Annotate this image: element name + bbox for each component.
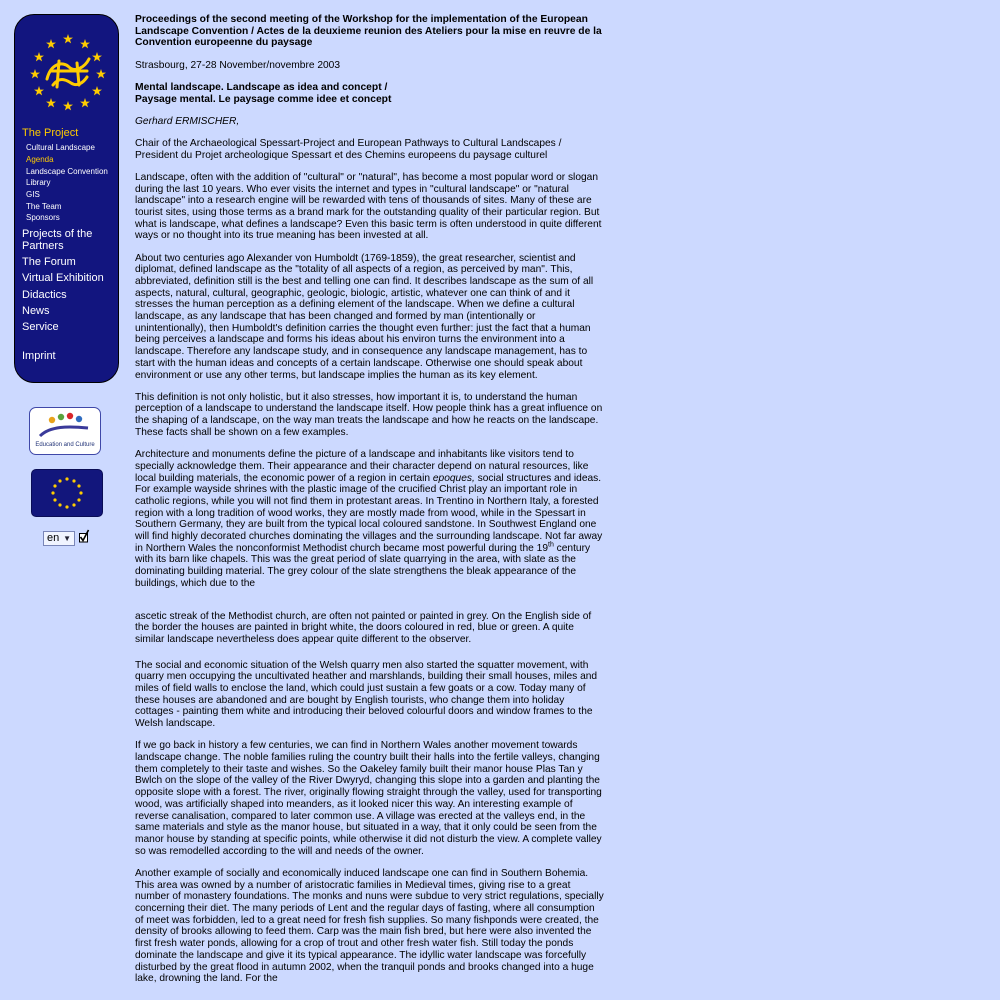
article-paragraph: Landscape, often with the addition of "cultural" or "natural", has become a most popular word or slogan during the last 10 years. Who ever visits the internet and types in "cultural landscape" or "natural landscape" into a research engine will be rewarded with tens of thousands of sites. Many of these are tourist sites, using those terms as a brand mark for the outstanding quality of their particular region. But what is landscape, what defines a landscape? Even this basic term is often understood in quite different ways or no thought into its true meaning has been invested at all.: [135, 171, 602, 242]
nav-news[interactable]: News: [22, 305, 50, 317]
nav-the-project[interactable]: The Project: [22, 127, 79, 139]
sidebar-nav: [14, 14, 119, 383]
education-culture-emblem-icon: [30, 408, 100, 442]
nav-sub-sponsors[interactable]: Sponsors: [26, 213, 60, 222]
article-paragraph: [135, 449, 605, 589]
language-select[interactable]: [43, 531, 75, 546]
nav-virtual-exhibition[interactable]: Virtual Exhibition: [22, 272, 104, 284]
paragraph-segment: century with its barn like chapels. This was the great period of slate quarrying in the area, with slate as the dominating building material. The grey colour of the slate strengthens the bleak appearance of the buildings, which due to the: [135, 542, 591, 589]
nav-sub-library[interactable]: Library: [26, 178, 51, 187]
article-title: Proceedings of the second meeting of the Workshop for the implementation of the European Landscape Convention / Actes de la deuxieme reunion des Ateliers pour la mise en reuvre de la Convention europeenne du paysage: [135, 14, 602, 49]
education-culture-label: Education and Culture: [35, 442, 95, 448]
nav-the-forum[interactable]: The Forum: [22, 256, 76, 268]
article-affiliation: Chair of the Archaeological Spessart-Project and European Pathways to Cultural Landscapes / President du Projet archeologique Spessart et des Chemins europeens du paysage culturel: [135, 137, 562, 161]
nav-sub-agenda[interactable]: Agenda: [26, 155, 54, 164]
article-paragraph: ascetic streak of the Methodist church, are often not painted or painted in grey. On the English side of the border the houses are painted in bright white, the doors coloured in red, blue or green. A quite similar landscape nevertheless does appear quite different to the observer.: [135, 610, 592, 645]
language-selected-value: en: [47, 532, 60, 544]
article-paragraph: Another example of socially and economically induced landscape one can find in Southern Bohemia. This area was owned by a number of aristocratic families in Medieval times, giving rise to a great number of monastery foundations. The monks and nuns were subdue to very strict regulations, specially concerning their diet. The many periods of Lent and the regular days of fasting, where all consumption of meet was forbidden, led to a great need for fresh fish supplies. So many fishponds were created, the density of brooks allowing to feed them. Carp was the main fish bred, but here were also invented the first fresh water ponds, allowing for a crop of trout and other fresh water fish. Still today the ponds dominate the landscape and give it its typical appearance. The idyllic water landscape was forcefully disturbed by the great flood in autumn 2002, when the tranquil ponds and brooks changed into a huge lake, drowning the land. For the: [135, 867, 604, 985]
nav-projects-of-partners[interactable]: Projects of the Partners: [22, 228, 93, 252]
eu-flag-logo[interactable]: [31, 469, 103, 517]
article-author: Gerhard ERMISCHER,: [135, 115, 240, 127]
chevron-down-icon: ▼: [63, 534, 71, 543]
nav-sub-the-team[interactable]: The Team: [26, 202, 62, 211]
checkmark-go-icon[interactable]: [78, 529, 90, 543]
article-subtitle-en: Mental landscape. Landscape as idea and concept /: [135, 81, 388, 93]
paragraph-superscript: th: [548, 541, 554, 549]
nav-sub-landscape-convention[interactable]: Landscape Convention: [26, 167, 108, 176]
article-subtitle: [135, 82, 605, 105]
article-paragraph: The social and economic situation of the Welsh quarry men also started the squatter movement, with quarry men occupying the uncultivated heather and marshlands, building their small houses, miles and miles of field walls to enclose the land, which could just sustain a few goats or a cow. Today many of these houses are abandoned and are bought by English tourists, who change them into holiday cottages - painting them white and introducing their beloved colourful doors and window frames to the Welsh landscape.: [135, 659, 598, 730]
article-content: [135, 14, 605, 995]
article-paragraph: This definition is not only holistic, but it also stresses, how important it is, to understand the human perception of a landscape to understand the landscape itself. How people think has a great influence on the shaping of a landscape, on the way man treats the landscape and how he reacts on the landscape. These facts shall be shown on a few examples.: [135, 391, 603, 438]
paragraph-segment: Architecture and monuments define the picture of a landscape and inhabitants like visitors tend to specially acknowledge them. Their appearance and their character depend on natural resources, like local building materials, the economic power of a region in certain: [135, 449, 589, 484]
nav-service[interactable]: Service: [22, 321, 59, 333]
education-culture-logo[interactable]: [29, 407, 101, 455]
nav-sub-gis[interactable]: GIS: [26, 190, 40, 199]
paragraph-emphasis: epoques,: [432, 472, 475, 484]
article-paragraph: About two centuries ago Alexander von Humboldt (1769-1859), the great researcher, scientist and diplomat, defined landscape as the "totality of all aspects of a region, as perceived by man". This, abbreviated, definition still is the best and telling one can find. It describes landscape as the sum of all aspects, natural, cultural, geographic, geologic, biologic, artistic, whatever one can think of and it stresses the human perception as a defining element of the landscape. When we define a cultural landscape, as any landscape that has been changed and formed by man (intentionally or unintentionally), then Humboldt's definition carries the thought even further: just the fact that a human being perceives a landscape and forms his ideas about his environ turns the environment into a landscape. Therefore any landscape study, and in consequence any landscape management, has to start with the human ideas and concepts of a certain landscape. Otherwise one should speak about environment or use any other terms, but landscape implies the human as its key element.: [135, 252, 594, 381]
pathways-emblem-icon: [47, 59, 89, 87]
eu-stars-icon: [32, 470, 102, 516]
nav-didactics[interactable]: Didactics: [22, 289, 67, 301]
article-subtitle-fr: Paysage mental. Le paysage comme idee et concept: [135, 93, 392, 105]
article-place-date: Strasbourg, 27-28 November/novembre 2003: [135, 59, 340, 71]
project-logo[interactable]: [29, 33, 107, 111]
nav-imprint[interactable]: Imprint: [22, 350, 56, 362]
paragraph-segment: social structures and ideas. For example wayside shrines with the plastic image of the crucified Christ play an important role in catholic regions, while you will not find them in protestant areas. In Trentino in Northern Italy, a forested region with a long tradition of wood works, they are mostly made from wood, while in the Spessart in Southern Germany, they are built from the typical local coloured sandstone. In Southwest England one will find highly decorated churches dominating the villages and the surrounding landscape. Not far away in Northern Wales the nonconformist Methodist church became most powerful during the 19: [135, 472, 603, 554]
nav-sub-cultural-landscape[interactable]: Cultural Landscape: [26, 143, 95, 152]
article-paragraph: If we go back in history a few centuries, we can find in Northern Wales another movement towards landscape change. The noble families ruling the country built their halls into the fertile valleys, changing them completely to their taste and wishes. So the Oakeley family built their manor house Plas Tan y Bwlch on the slope of the valley of the River Dwyryd, changing this slope into a garden and planting the opposite slope with a forest. The river, originally flowing straight through the valley, used for transporting wood, was artificially shaped into meanders, as it looked nicer this way. An interesting example of reverse canalisation, compared to later common use. A village was erected at the valleys end, in the same materials and style as the manor house, but situated in a way, that it only could be seen from the manor house by standing at specific points, while otherwise it did not disturb the view. A complete valley so was remodelled according to the will and needs of the owner.: [135, 740, 602, 857]
